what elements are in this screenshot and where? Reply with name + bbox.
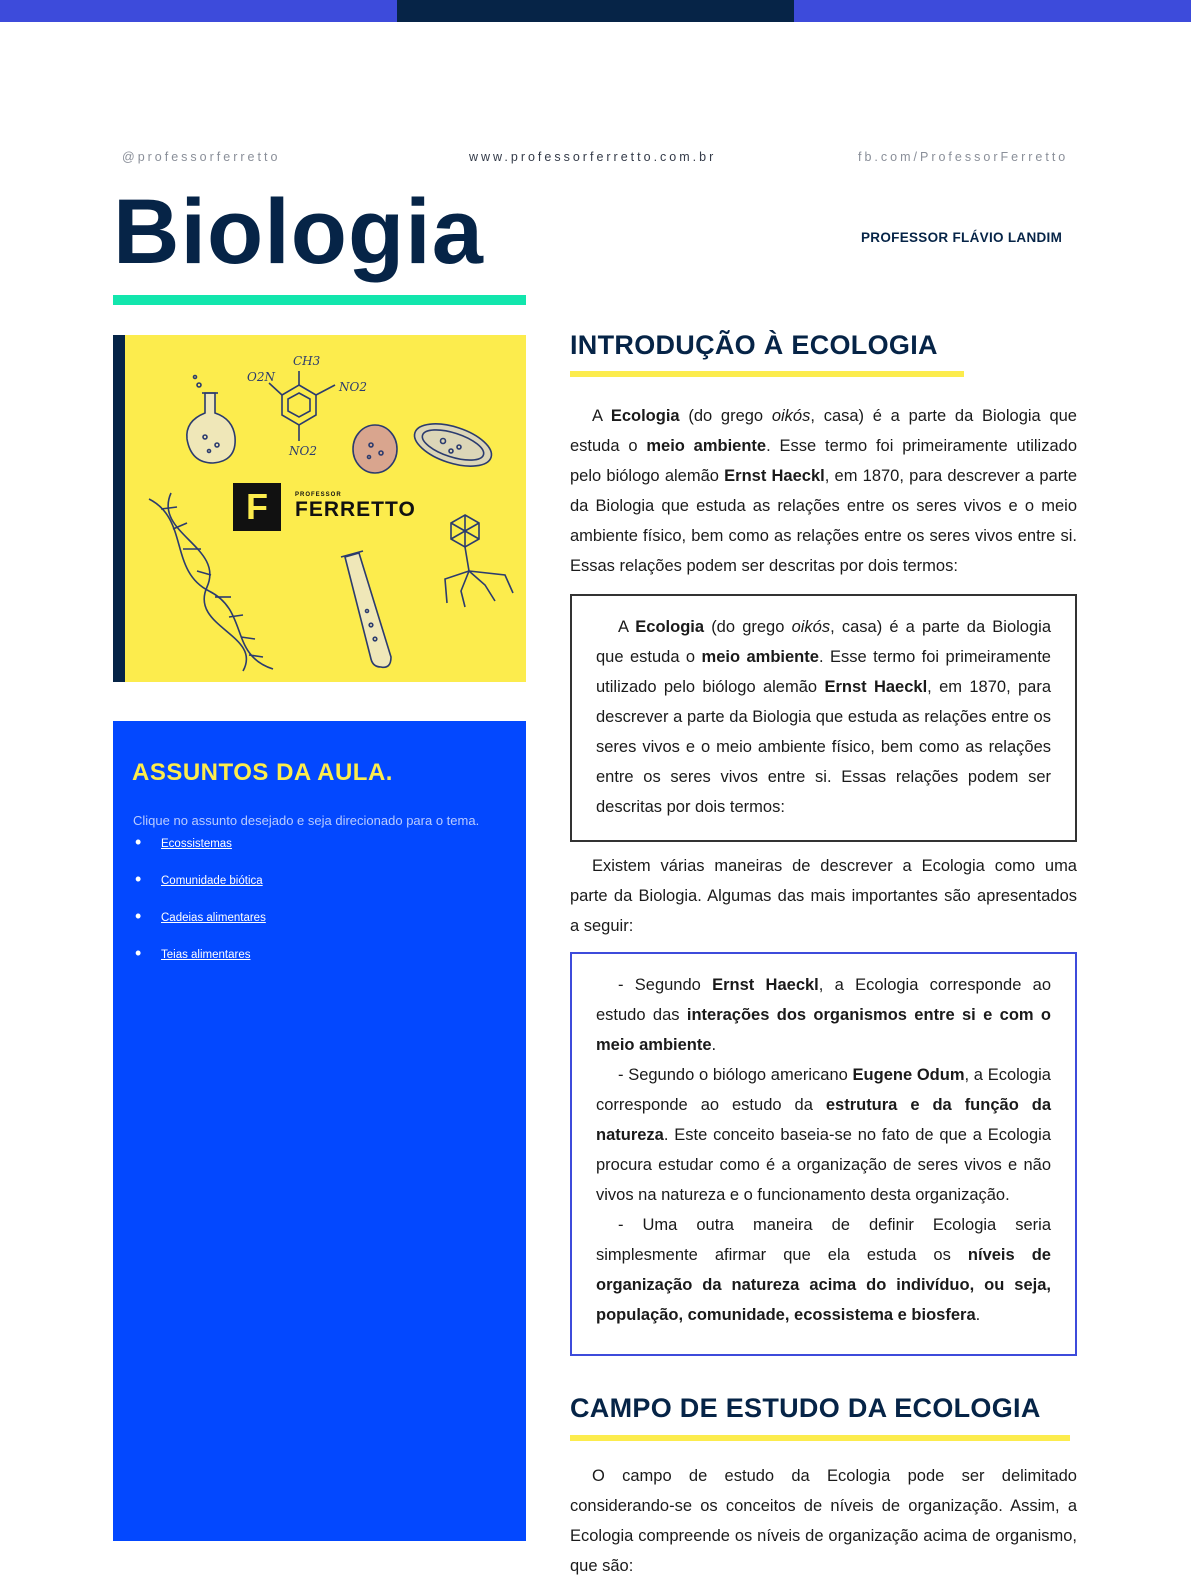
page-title: Biologia xyxy=(113,181,484,283)
definition-levels: - Uma outra maneira de definir Ecologia seria simplesmente afirmar que ela estuda os níveis de organização da natureza acima do indivíduo, ou seja, população, comunidade, ecossistema e biosfera. xyxy=(596,1216,1051,1324)
section-heading-underline xyxy=(570,371,964,377)
bullet-icon: • xyxy=(135,943,142,963)
cover-illustration xyxy=(113,335,526,682)
chem-label-no2-bottom: NO2 xyxy=(289,444,317,458)
logo-big-text: FERRETTO xyxy=(295,498,416,522)
topics-list xyxy=(133,834,506,982)
chem-label-ch3: CH3 xyxy=(293,354,321,368)
topic-link-cadeias-alimentares[interactable]: Cadeias alimentares xyxy=(161,912,266,924)
section-heading-field: CAMPO DE ESTUDO DA ECOLOGIA xyxy=(570,1393,1041,1423)
topic-link-comunidade-biotica[interactable]: Comunidade biótica xyxy=(161,875,263,887)
section-heading-underline xyxy=(570,1435,1070,1441)
bullet-icon: • xyxy=(135,832,142,852)
section-field-header xyxy=(570,1393,1070,1441)
bullet-icon: • xyxy=(135,906,142,926)
section-intro-header xyxy=(570,330,964,377)
flask-icon xyxy=(187,376,235,464)
logo-small-text: PROFESSOR xyxy=(295,492,342,499)
test-tube-icon xyxy=(341,551,391,667)
chem-label-no2-right: NO2 xyxy=(339,380,367,394)
topic-link-ecossistemas[interactable]: Ecossistemas xyxy=(161,838,232,850)
topic-item-cadeias-alimentares xyxy=(133,908,506,945)
topics-hint: Clique no assunto desejado e seja direcionado para o tema. xyxy=(133,813,480,828)
definition-haeckl: - Segundo Ernst Haeckl, a Ecologia corresponde ao estudo das interações dos organismos entre si e com o meio ambiente. xyxy=(596,976,1052,1054)
top-color-bar xyxy=(0,0,1191,22)
instagram-handle: @professorferretto xyxy=(122,150,281,164)
definition-box: A Ecologia (do grego oikós, casa) é a parte da Biologia que estuda o meio ambiente. Esse termo foi primeiramente utilizado pelo biólogo alemão Ernst Haeckl, em 1870, para descrever a parte da Biologia que estuda as relações entre os seres vivos e o meio ambiente físico, bem como as relações entre os seres vivos entre si. Essas relações podem ser descritas por dois termos: xyxy=(570,594,1077,842)
logo-letter: F xyxy=(233,483,281,531)
definition-odum: - Segundo o biólogo americano Eugene Odum, a Ecologia corresponde ao estudo da estrutura e da função da natureza. Este conceito baseia-se no fato de que a Ecologia procura estudar como é a organização de seres vivos e não vivos na natureza e o funcionamento desta organização. xyxy=(596,1066,1051,1204)
definitions-list-box xyxy=(570,952,1077,1356)
top-bar-segment-center xyxy=(397,0,794,22)
virus-icon xyxy=(445,515,513,607)
topic-item-teias-alimentares xyxy=(133,945,506,982)
ferretto-logo xyxy=(233,483,416,531)
cell-icon xyxy=(353,425,397,473)
top-bar-segment-left xyxy=(0,0,397,22)
title-underline xyxy=(113,295,526,305)
topics-heading: ASSUNTOS DA AULA. xyxy=(132,759,393,786)
intro-paragraph: A Ecologia (do grego oikós, casa) é a parte da Biologia que estuda o meio ambiente. Esse termo foi primeiramente utilizado pelo biólogo alemão Ernst Haeckl, em 1870, para descrever a parte da Biologia que estuda as relações entre os seres vivos e o meio ambiente físico, bem como as relações entre os seres vivos entre si. Essas relações podem ser descritas por dois termos: xyxy=(570,407,1078,575)
top-bar-segment-right xyxy=(794,0,1191,22)
section-heading-intro: INTRODUÇÃO À ECOLOGIA xyxy=(570,330,938,360)
chem-label-o2n: O2N xyxy=(247,370,275,384)
topics-panel xyxy=(113,721,526,1541)
topic-item-comunidade-biotica xyxy=(133,871,506,908)
professor-name: PROFESSOR FLÁVIO LANDIM xyxy=(861,230,1063,245)
petri-dish-icon xyxy=(409,416,496,475)
molecule-icon xyxy=(269,371,335,441)
bullet-icon: • xyxy=(135,869,142,889)
field-paragraph: O campo de estudo da Ecologia pode ser delimitado considerando-se os conceitos de níveis de organização. Assim, a Ecologia compreende os níveis de organização acima de organismo, que são: xyxy=(570,1467,1077,1575)
website-link[interactable]: www.professorferretto.com.br xyxy=(469,150,717,164)
topic-link-teias-alimentares[interactable]: Teias alimentares xyxy=(161,949,251,961)
ways-paragraph: Existem várias maneiras de descrever a Ecologia como uma parte da Biologia. Algumas das mais importantes são apresentados a seguir: xyxy=(570,857,1077,935)
topic-item-ecossistemas xyxy=(133,834,506,871)
facebook-link[interactable]: fb.com/ProfessorFerretto xyxy=(858,150,1069,164)
